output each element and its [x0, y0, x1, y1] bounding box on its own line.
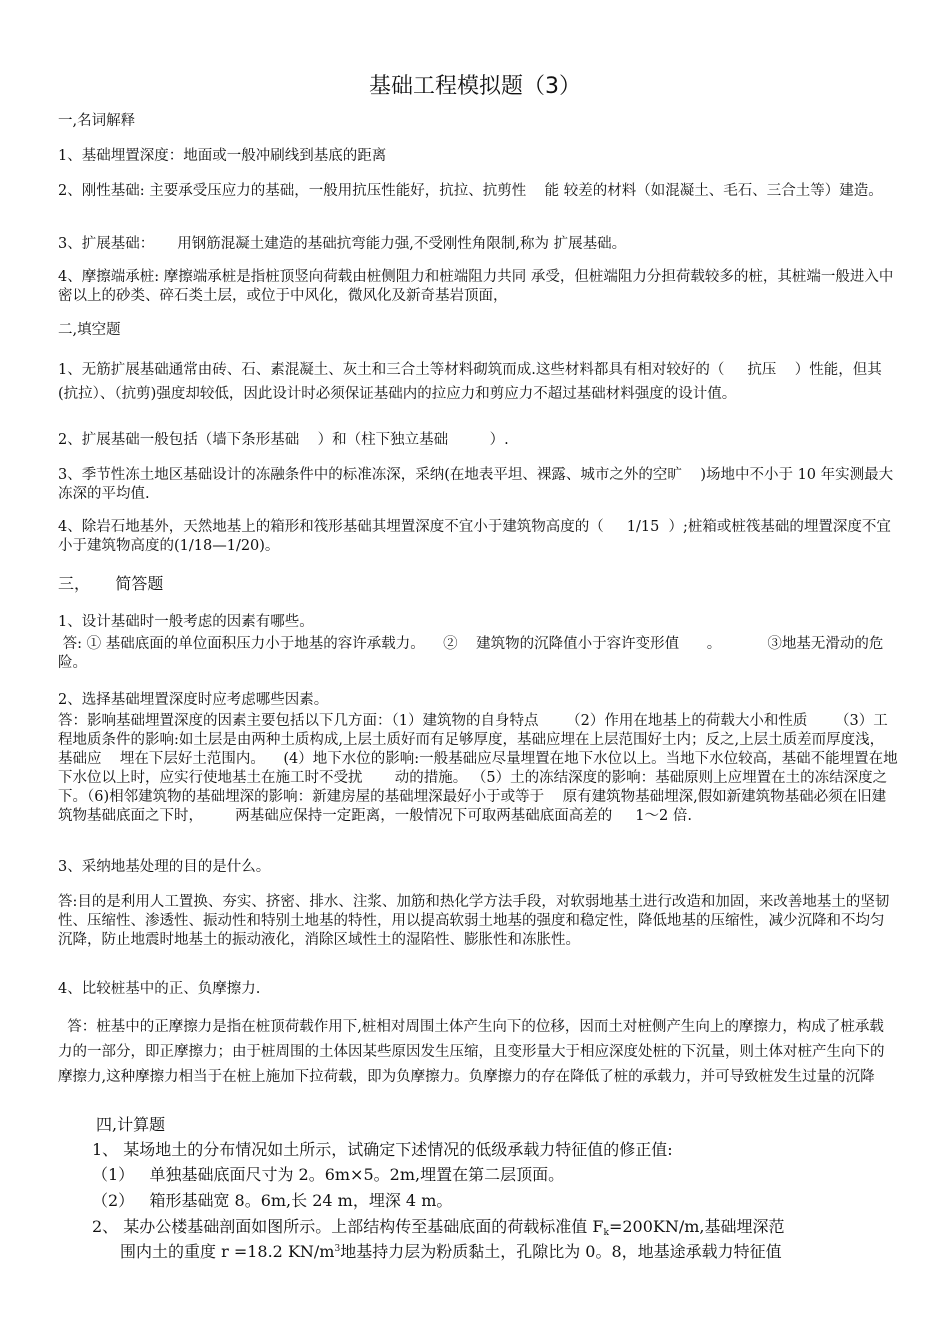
section2-heading: 二,填空题	[58, 322, 121, 338]
sec1-item-2: 2、刚性基础: 主要承受压应力的基础，一般用抗压性能好，抗拉、抗剪性 能 较差的材料（如混凝土、毛石、三合土等）建造。	[58, 183, 883, 199]
sec3-answer-4: 答：桩基中的正摩擦力是指在桩顶荷载作用下,桩相对周围土体产生向下的位移，因而土对桩侧产生向上的摩擦力，构成了桩承载力的一部分，即正摩擦力；由于桩周围的土体因某些原因发生压缩，且变形量大于相应深度处桩的下沉量，则土体对桩产生向下的摩擦力,这种摩擦力相当于在桩上施加下拉荷载，即为负摩擦力。负摩擦力的存在降低了桩的承载力，并可导致桩发生过量的沉降	[58, 1019, 885, 1085]
section1-heading: 一,名词解释	[58, 113, 136, 129]
sec1-item-1: 1、基础埋置深度：地面或一般冲刷线到基底的距离	[58, 148, 387, 164]
section4-heading: 四,计算题	[96, 1115, 166, 1134]
sec2-item-3: 3、季节性冻土地区基础设计的冻融条件中的标准冻深，采纳(在地表平坦、裸露、城市之外的空旷 )场地中不小于 10 年实测最大冻深的平均值.	[58, 467, 894, 502]
sec4-problem-1a: （1） 单独基础底面尺寸为 2。6m×5。2m,埋置在第二层顶面。	[92, 1165, 565, 1184]
sec3-question-1: 1、设计基础时一般考虑的因素有哪些。	[58, 614, 314, 630]
p2-text-a: 2、 某办公楼基础剖面如图所示。上部结构传至基础底面的荷载标准值 F	[92, 1217, 604, 1236]
page-title: 基础工程模拟题（3）	[369, 74, 581, 99]
p2-text-d: 地基持力层为粉质黏土，孔隙比为 0。8，地基途承载力特征值	[340, 1242, 782, 1261]
sec3-answer-3: 答:目的是利用人工置换、夯实、挤密、排水、注浆、加筋和热化学方法手段，对软弱地基土进行改造和加固，来改善地基土的坚韧性、压缩性、渗透性、振动性和特别土地基的特性，用以提高软弱土地基的强度和稳定性，降低地基的压缩性，减少沉降和不均匀沉降，防止地震时地基土的振动液化，消除区域性土的湿陷性、膨胀性和冻胀性。	[58, 894, 890, 948]
sec3-answer-2: 答：影响基础埋置深度的因素主要包括以下几方面：（1）建筑物的自身特点 （2）作用在地基上的荷载大小和性质 （3）工程地质条件的影响:如土层是由两种土质构成,上层土质好而有足够厚度，基础应埋在上层范围好土内；反之,上层土质差而厚度浅，基础应 埋在下层好土范围内。 (4）地下水位的影响:一般基础应尽量埋置在地下水位以上。当地下水位较高，基础不能埋置在地下水位以上时，应实行使地基土在施工时不受扰 动的措施。 （5）土的冻结深度的影响：基础原则上应埋置在土的冻结深度之下。（6)相邻建筑物的基础埋深的影响：新建房屋的基础埋深最好小于或等于 原有建筑物基础埋深,假如新建筑物基础必须在旧建筑物基础底面之下时， 两基础应保持一定距离，一般情况下可取两基础底面高差的 1～2 倍.	[58, 713, 898, 824]
sec2-item-2: 2、扩展基础一般包括（墙下条形基础 ）和（柱下独立基础 ）.	[58, 432, 509, 448]
sec3-question-4: 4、比较桩基中的正、负摩擦力.	[58, 981, 261, 997]
section3-heading: 三， 简答题	[58, 574, 164, 593]
sec3-question-2: 2、选择基础埋置深度时应考虑哪些因素。	[58, 692, 329, 708]
sec3-answer-1: 答: ① 基础底面的单位面积压力小于地基的容许承载力。 ② 建筑物的沉降值小于容许变形值 。 ③地基无滑动的危险。	[58, 636, 884, 671]
sec4-problem-1: 1、 某场地土的分布情况如土所示，试确定下述情况的低级承载力特征值的修正值:	[92, 1140, 673, 1159]
sec4-problem-2-line2	[120, 1239, 900, 1268]
sec1-item-3: 3、扩展基础： 用钢筋混凝土建造的基础抗弯能力强,不受刚性角限制,称为 扩展基础。	[58, 236, 627, 252]
sec2-item-1: 1、无筋扩展基础通常由砖、石、素混凝土、灰土和三合土等材料砌筑而成.这些材料都具有相对较好的（ 抗压 ）性能，但其(抗拉）、（抗剪)强度却较低，因此设计时必须保证基础内的拉应力和剪应力不超过基础材料强度的设计值。	[58, 362, 882, 402]
sec2-item-4: 4、除岩石地基外，天然地基上的箱形和筏形基础其埋置深度不宜小于建筑物高度的（ 1/15 ）;桩箱或桩筏基础的埋置深度不宜小于建筑物高度的(1/18—1/20)。	[58, 519, 891, 554]
sec4-problem-1b: （2） 箱形基础宽 8。6m,长 24 m，埋深 4 m。	[92, 1191, 453, 1210]
sec3-question-3: 3、采纳地基处理的目的是什么。	[58, 859, 271, 875]
p2-subscript: k	[603, 1228, 609, 1238]
sec1-item-4: 4、摩擦端承桩: 摩擦端承桩是指桩顶竖向荷载由桩侧阻力和桩端阻力共同 承受，但桩端阻力分担荷载较多的桩，其桩端一般进入中密以上的砂类、碎石类土层，或位于中风化，微风化及新奇基岩顶面，	[58, 269, 894, 304]
p2-superscript: 3	[334, 1244, 341, 1254]
p2-text-c: 围内土的重度 r =18.2 KN/m	[120, 1242, 335, 1261]
p2-text-b: =200KN/m,基础埋深范	[608, 1217, 785, 1236]
